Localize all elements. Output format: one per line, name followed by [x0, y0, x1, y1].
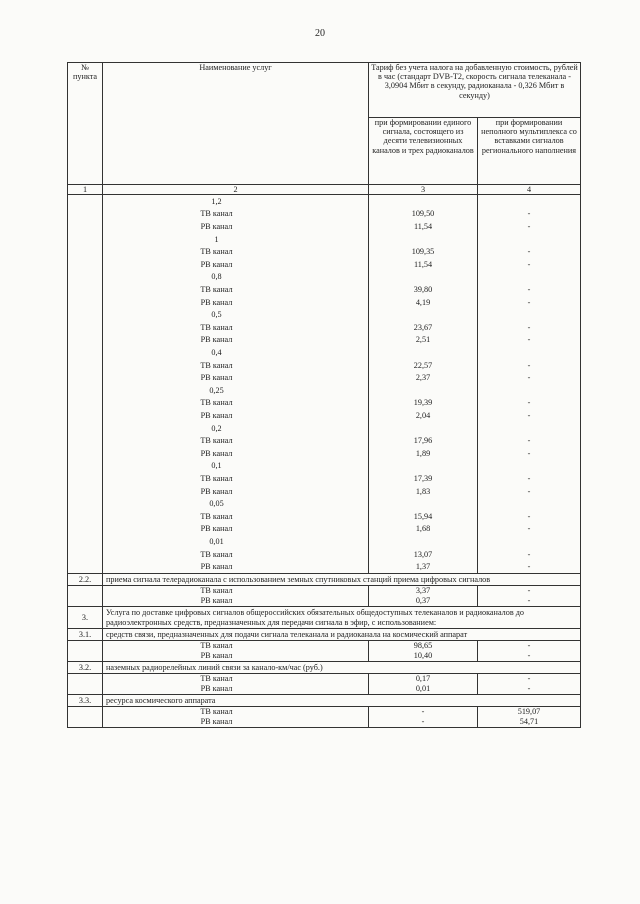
- row-value-single: 2,04: [369, 409, 478, 422]
- row-number-cell: [68, 422, 103, 435]
- row-value-partial: [478, 233, 581, 246]
- row-name: РВ канал: [103, 717, 369, 728]
- row-value-single: 4,19: [369, 296, 478, 309]
- row-value-single: 23,67: [369, 321, 478, 334]
- row-number-cell: [68, 535, 103, 548]
- row-value-single: [369, 497, 478, 510]
- row-name: РВ канал: [103, 372, 369, 385]
- row-name: РВ канал: [103, 447, 369, 460]
- section-number: 3.3.: [68, 695, 103, 707]
- header-single-signal: при формировании единого сигнала, состоящего из десяти телевизионных каналов и трех радиоканалов: [369, 118, 478, 185]
- row-name: ТВ канал: [103, 510, 369, 523]
- column-number: 1: [68, 185, 103, 195]
- row-value-single: 17,39: [369, 472, 478, 485]
- section-title: Услуга по доставке цифровых сигналов общероссийских обязательных общедоступных телеканалов и радиоканалов до радиоэлектронных средств, предназначенных для передачи сигнала в эфир, с использованием:: [103, 607, 581, 629]
- row-value-single: [369, 309, 478, 322]
- row-name: 0,2: [103, 422, 369, 435]
- section-number: 3.: [68, 607, 103, 629]
- row-value-single: 15,94: [369, 510, 478, 523]
- row-name: ТВ канал: [103, 586, 369, 597]
- row-name: 0,8: [103, 271, 369, 284]
- row-name: РВ канал: [103, 651, 369, 662]
- row-value-partial: -: [478, 485, 581, 498]
- table-row: [68, 560, 581, 573]
- row-name: ТВ канал: [103, 321, 369, 334]
- row-name: ТВ канал: [103, 397, 369, 410]
- row-number-cell: [68, 674, 103, 685]
- row-value-single: 17,96: [369, 434, 478, 447]
- table-row: [68, 258, 581, 271]
- table-row: [68, 707, 581, 718]
- row-value-single: 1,83: [369, 485, 478, 498]
- table-row: [68, 397, 581, 410]
- table-row: [68, 717, 581, 728]
- row-number-cell: [68, 271, 103, 284]
- row-number-cell: [68, 548, 103, 561]
- row-value-single: 0,37: [369, 596, 478, 607]
- section-number: 2.2.: [68, 574, 103, 586]
- section-row: [68, 695, 581, 707]
- row-name: 0,25: [103, 384, 369, 397]
- row-number-cell: [68, 296, 103, 309]
- row-value-partial: -: [478, 258, 581, 271]
- table-row: [68, 641, 581, 652]
- row-value-partial: -: [478, 434, 581, 447]
- row-value-single: 0,17: [369, 674, 478, 685]
- row-name: РВ канал: [103, 409, 369, 422]
- section-row: [68, 574, 581, 586]
- row-value-single: [369, 384, 478, 397]
- row-value-partial: [478, 309, 581, 322]
- table-row: [68, 346, 581, 359]
- column-number: 2: [103, 185, 369, 195]
- row-number-cell: [68, 208, 103, 221]
- row-value-partial: -: [478, 283, 581, 296]
- header-partial-multiplex: при формировании неполного мультиплекса со вставками сигналов регионального наполнения: [478, 118, 581, 185]
- row-value-single: 13,07: [369, 548, 478, 561]
- row-number-cell: [68, 346, 103, 359]
- row-number-cell: [68, 283, 103, 296]
- row-name: РВ канал: [103, 560, 369, 573]
- row-value-single: 10,40: [369, 651, 478, 662]
- row-value-single: [369, 460, 478, 473]
- row-number-cell: [68, 233, 103, 246]
- table-row: [68, 485, 581, 498]
- row-number-cell: [68, 334, 103, 347]
- row-number-cell: [68, 384, 103, 397]
- row-value-partial: -: [478, 472, 581, 485]
- row-value-partial: -: [478, 596, 581, 607]
- row-name: 0,05: [103, 497, 369, 510]
- row-value-single: 11,54: [369, 258, 478, 271]
- row-number-cell: [68, 246, 103, 259]
- table-row: [68, 434, 581, 447]
- row-name: ТВ канал: [103, 641, 369, 652]
- row-name: 0,01: [103, 535, 369, 548]
- table-row: [68, 195, 581, 208]
- row-value-single: 11,54: [369, 220, 478, 233]
- table-row: [68, 334, 581, 347]
- row-name: РВ канал: [103, 684, 369, 695]
- row-value-partial: [478, 497, 581, 510]
- row-value-single: 2,51: [369, 334, 478, 347]
- tariff-table: [67, 62, 581, 728]
- row-value-single: [369, 195, 478, 208]
- row-number-cell: [68, 447, 103, 460]
- row-number-cell: [68, 434, 103, 447]
- row-name: РВ канал: [103, 220, 369, 233]
- row-value-single: 109,35: [369, 246, 478, 259]
- row-number-cell: [68, 684, 103, 695]
- row-value-partial: -: [478, 586, 581, 597]
- section-number: 3.2.: [68, 662, 103, 674]
- table-row: [68, 283, 581, 296]
- row-number-cell: [68, 397, 103, 410]
- row-value-partial: [478, 460, 581, 473]
- row-value-partial: 519,07: [478, 707, 581, 718]
- table-row: [68, 684, 581, 695]
- row-value-partial: -: [478, 246, 581, 259]
- row-name: ТВ канал: [103, 674, 369, 685]
- row-value-single: [369, 346, 478, 359]
- row-value-partial: [478, 535, 581, 548]
- row-value-partial: [478, 195, 581, 208]
- row-value-partial: [478, 346, 581, 359]
- row-name: ТВ канал: [103, 434, 369, 447]
- row-name: РВ канал: [103, 296, 369, 309]
- table-row: [68, 409, 581, 422]
- row-value-partial: [478, 422, 581, 435]
- row-value-partial: -: [478, 560, 581, 573]
- row-number-cell: [68, 641, 103, 652]
- row-number-cell: [68, 497, 103, 510]
- section-title: приема сигнала телерадиоканала с использованием земных спутниковых станций приема цифровых сигналов: [103, 574, 581, 586]
- row-value-partial: 54,71: [478, 717, 581, 728]
- row-value-partial: -: [478, 359, 581, 372]
- row-value-single: 109,50: [369, 208, 478, 221]
- table-row: [68, 674, 581, 685]
- row-value-single: 19,39: [369, 397, 478, 410]
- row-value-single: 39,80: [369, 283, 478, 296]
- row-name: РВ канал: [103, 523, 369, 536]
- row-value-single: [369, 233, 478, 246]
- row-name: ТВ канал: [103, 472, 369, 485]
- table-row: [68, 296, 581, 309]
- row-value-partial: -: [478, 334, 581, 347]
- row-name: ТВ канал: [103, 246, 369, 259]
- table-row: [68, 651, 581, 662]
- table-row: [68, 586, 581, 597]
- row-value-single: 1,37: [369, 560, 478, 573]
- row-name: ТВ канал: [103, 208, 369, 221]
- row-number-cell: [68, 309, 103, 322]
- row-number-cell: [68, 596, 103, 607]
- row-value-partial: -: [478, 220, 581, 233]
- row-value-single: 98,65: [369, 641, 478, 652]
- table-row: [68, 384, 581, 397]
- row-value-single: 1,89: [369, 447, 478, 460]
- row-name: РВ канал: [103, 485, 369, 498]
- row-number-cell: [68, 258, 103, 271]
- row-value-partial: -: [478, 447, 581, 460]
- row-value-partial: -: [478, 372, 581, 385]
- section-title: средств связи, предназначенных для подачи сигнала телеканала и радиоканала на космический аппарат: [103, 629, 581, 641]
- table-row: [68, 233, 581, 246]
- row-number-cell: [68, 321, 103, 334]
- section-title: наземных радиорелейных линий связи за канало-км/час (руб.): [103, 662, 581, 674]
- row-value-partial: [478, 271, 581, 284]
- row-name: ТВ канал: [103, 548, 369, 561]
- table-row: [68, 422, 581, 435]
- row-name: 0,4: [103, 346, 369, 359]
- row-value-single: 0,01: [369, 684, 478, 695]
- section-row: [68, 662, 581, 674]
- header-tariff: Тариф без учета налога на добавленную стоимость, рублей в час (стандарт DVB-T2, скорость сигнала телеканала - 3,0904 Мбит в секунду, радиоканала - 0,326 Мбит в секунду): [369, 63, 581, 118]
- row-number-cell: [68, 359, 103, 372]
- row-value-partial: -: [478, 641, 581, 652]
- row-value-single: [369, 422, 478, 435]
- row-name: ТВ канал: [103, 359, 369, 372]
- row-number-cell: [68, 195, 103, 208]
- row-name: 0,5: [103, 309, 369, 322]
- row-value-partial: -: [478, 409, 581, 422]
- row-name: ТВ канал: [103, 707, 369, 718]
- section-title: ресурса космического аппарата: [103, 695, 581, 707]
- row-number-cell: [68, 372, 103, 385]
- row-number-cell: [68, 460, 103, 473]
- row-number-cell: [68, 409, 103, 422]
- row-name: 0,1: [103, 460, 369, 473]
- row-number-cell: [68, 560, 103, 573]
- row-name: 1,2: [103, 195, 369, 208]
- table-row: [68, 208, 581, 221]
- row-value-single: -: [369, 717, 478, 728]
- row-number-cell: [68, 485, 103, 498]
- table-row: [68, 309, 581, 322]
- page-number: 20: [315, 28, 325, 39]
- header-item-number: № пункта: [68, 63, 103, 185]
- row-name: РВ канал: [103, 258, 369, 271]
- row-number-cell: [68, 707, 103, 718]
- row-value-partial: -: [478, 548, 581, 561]
- table-row: [68, 460, 581, 473]
- row-value-partial: -: [478, 684, 581, 695]
- row-value-single: 2,37: [369, 372, 478, 385]
- table-row: [68, 246, 581, 259]
- table-row: [68, 220, 581, 233]
- row-number-cell: [68, 523, 103, 536]
- row-value-partial: -: [478, 523, 581, 536]
- row-value-single: [369, 535, 478, 548]
- row-value-single: 3,37: [369, 586, 478, 597]
- table-row: [68, 535, 581, 548]
- row-number-cell: [68, 586, 103, 597]
- section-number: 3.1.: [68, 629, 103, 641]
- column-number: 4: [478, 185, 581, 195]
- row-number-cell: [68, 717, 103, 728]
- row-value-partial: -: [478, 510, 581, 523]
- row-value-partial: -: [478, 674, 581, 685]
- row-name: ТВ канал: [103, 283, 369, 296]
- row-value-partial: -: [478, 208, 581, 221]
- row-number-cell: [68, 651, 103, 662]
- row-number-cell: [68, 510, 103, 523]
- section-row: [68, 607, 581, 629]
- table-row: [68, 497, 581, 510]
- section-row: [68, 629, 581, 641]
- row-name: РВ канал: [103, 596, 369, 607]
- table-row: [68, 523, 581, 536]
- table-row: [68, 447, 581, 460]
- table-row: [68, 271, 581, 284]
- row-number-cell: [68, 220, 103, 233]
- table-row: [68, 596, 581, 607]
- row-value-single: 1,68: [369, 523, 478, 536]
- row-value-single: [369, 271, 478, 284]
- row-value-partial: -: [478, 397, 581, 410]
- table-row: [68, 372, 581, 385]
- row-value-single: -: [369, 707, 478, 718]
- table-row: [68, 472, 581, 485]
- row-value-partial: [478, 384, 581, 397]
- header-service-name: Наименование услуг: [103, 63, 369, 185]
- row-value-single: 22,57: [369, 359, 478, 372]
- row-value-partial: -: [478, 651, 581, 662]
- row-name: 1: [103, 233, 369, 246]
- row-name: РВ канал: [103, 334, 369, 347]
- table-row: [68, 321, 581, 334]
- row-value-partial: -: [478, 321, 581, 334]
- row-value-partial: -: [478, 296, 581, 309]
- table-row: [68, 359, 581, 372]
- table-row: [68, 510, 581, 523]
- row-number-cell: [68, 472, 103, 485]
- column-number: 3: [369, 185, 478, 195]
- table-row: [68, 548, 581, 561]
